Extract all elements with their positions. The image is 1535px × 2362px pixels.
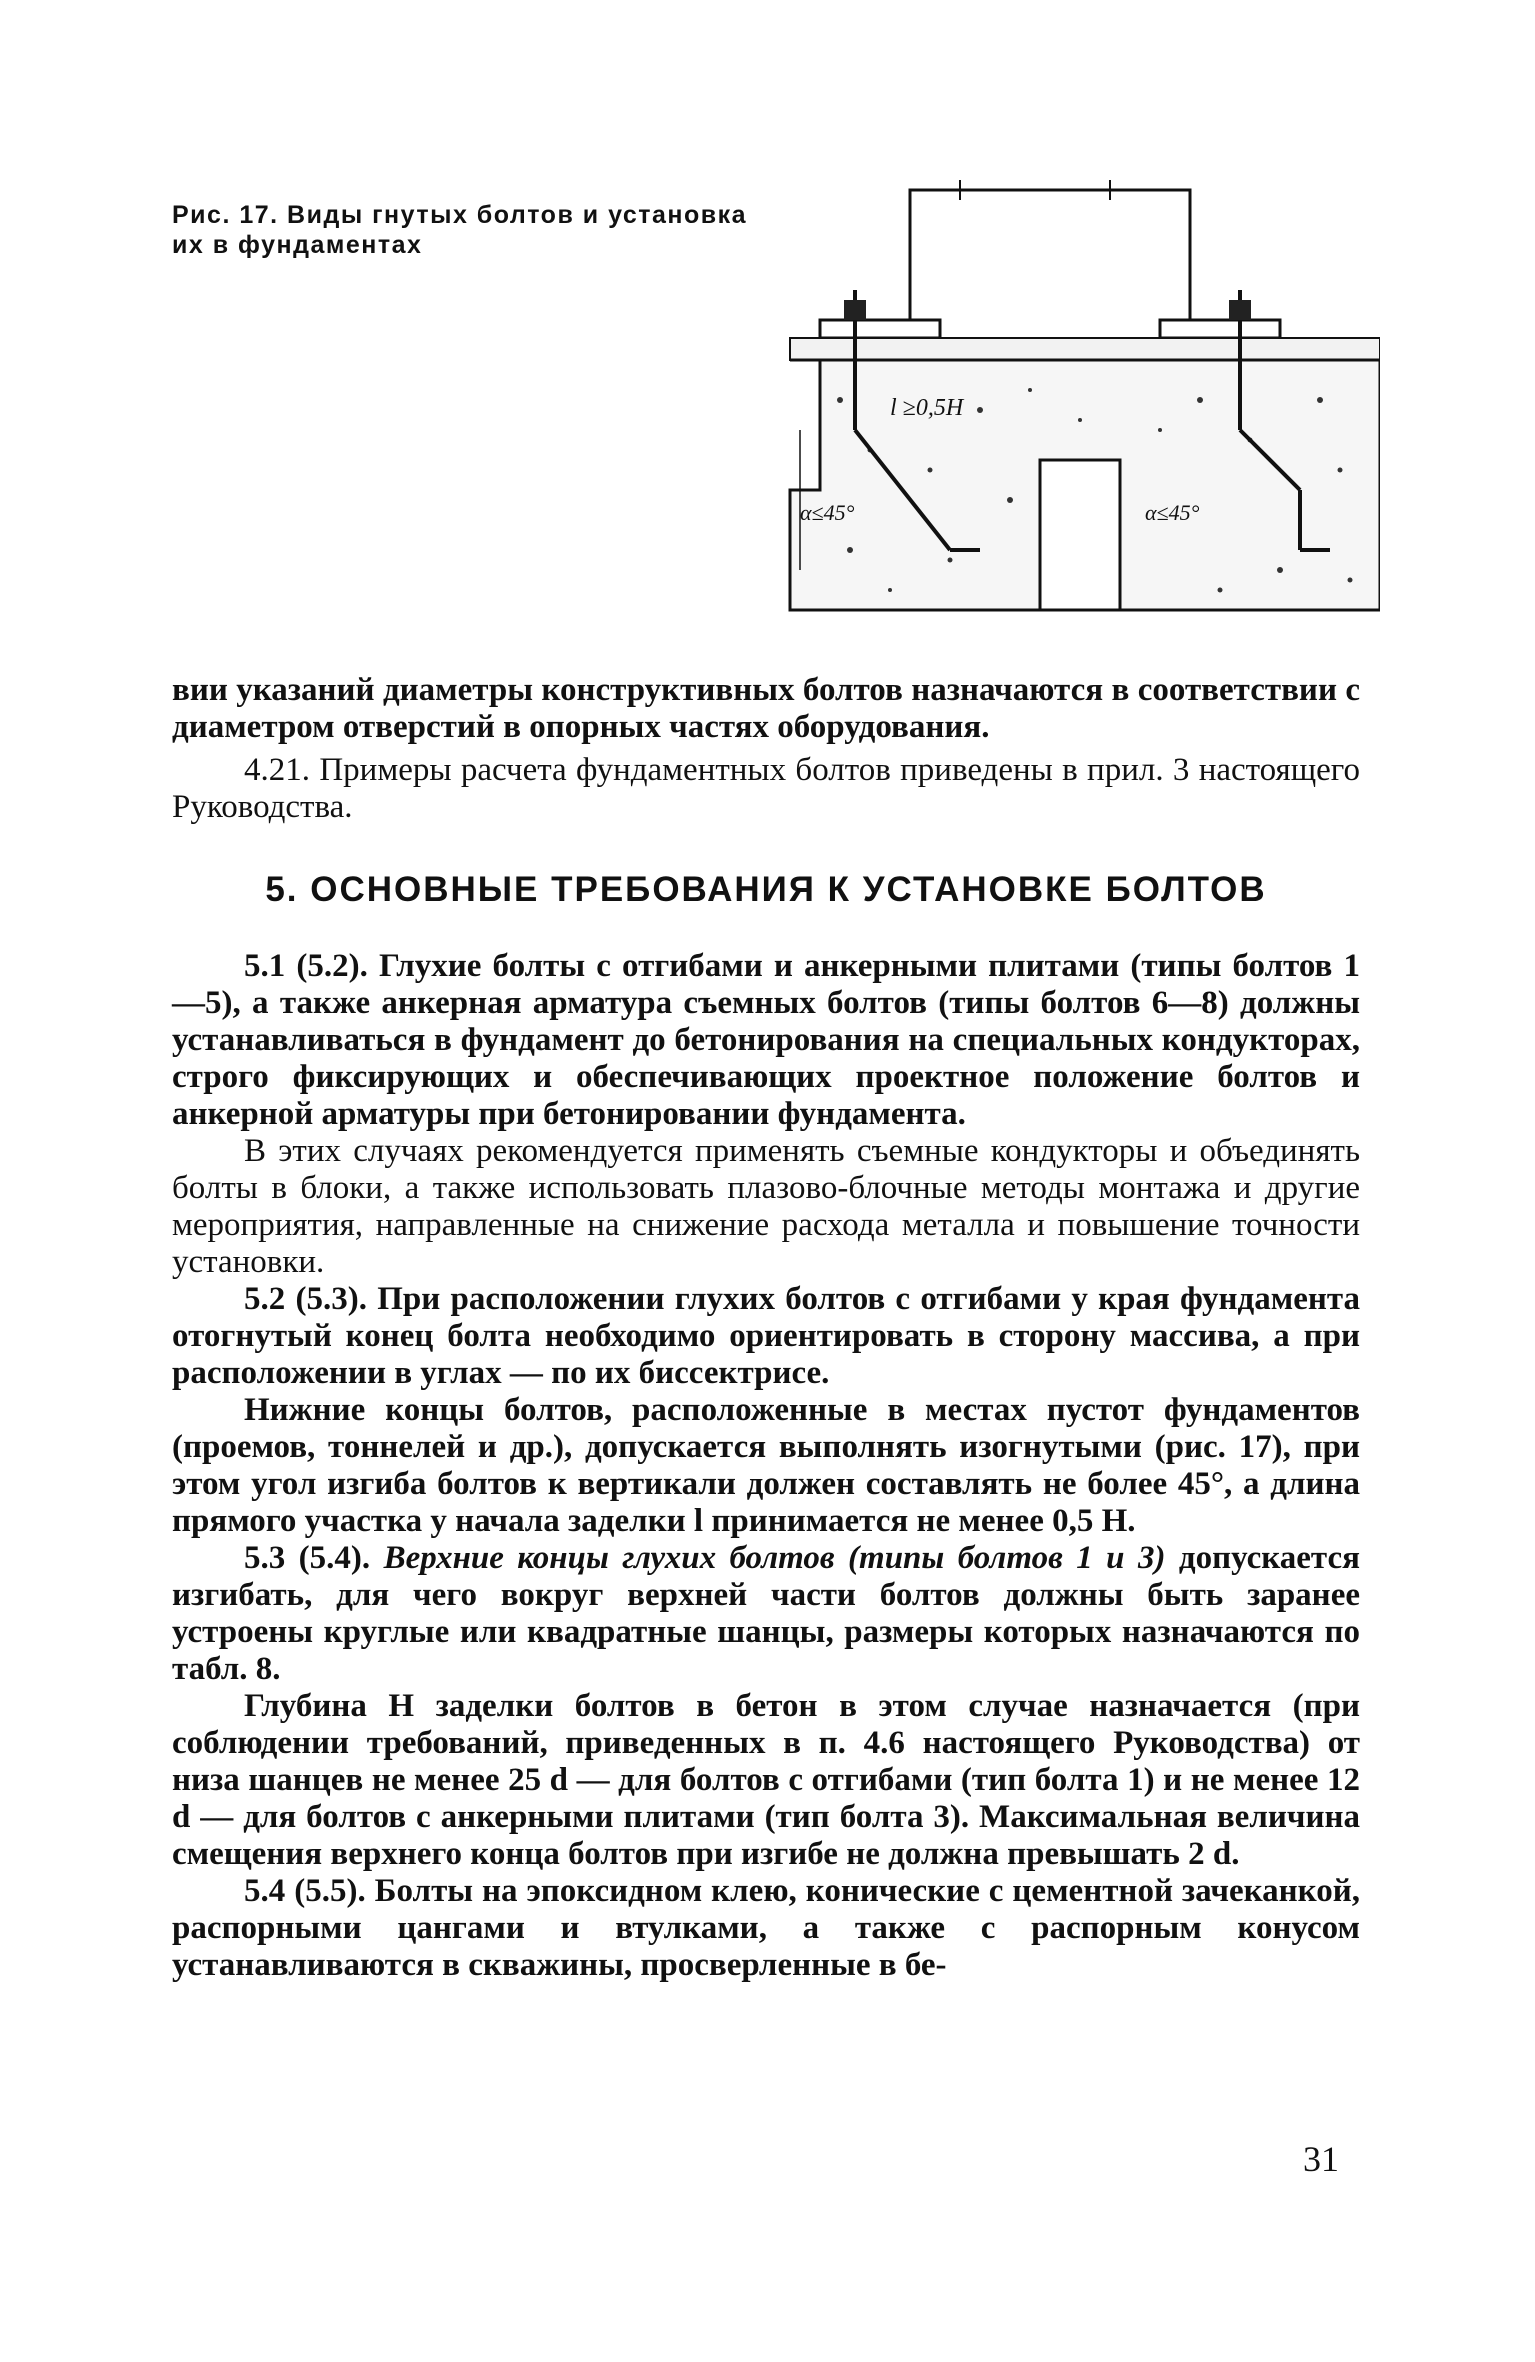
figure-bolt-diagram [780,170,1380,640]
paragraph-5-3-cont: Глубина H заделки болтов в бетон в этом случае назначается (при соблюдении требований, приведенных в п. 4.6 настоящего Руководства) от низа шанцев не менее 25 d — для болтов с отгибами (тип болта 1) и не менее 12 d — для болтов с анкерными плитами (тип болта 3). Максимальная величина смещения верхнего конца болтов при изгибе не должна превышать 2 d. [172,1688,1360,1872]
paragraph-5-3 [172,1540,1360,1688]
label-angle-right: α≤45° [1145,500,1200,525]
clause-number: 5.3 (5.4). [244,1540,371,1576]
grout-layer [790,338,1380,360]
clause-number: 5.1 (5.2). [244,948,368,984]
section-heading: 5. ОСНОВНЫЕ ТРЕБОВАНИЯ К УСТАНОВКЕ БОЛТОВ [265,870,1267,909]
clause-text: При расположении глухих болтов с отгибами у края фундамента отогнутый конец болта необходимо ориентировать в сторону массива, а при расположении в углах — по их биссектрисе. [172,1281,1360,1391]
figure-caption: Рис. 17. Виды гнутых болтов и установка их в фундаментах [172,201,748,259]
label-length: l ≥0,5H [890,395,964,421]
equipment-frame [910,190,1190,330]
page-number: 31 [1303,2139,1339,2179]
clause-text: Глухие болты с отгибами и анкерными плитами (типы болтов 1—5), а также анкерная арматура съемных болтов (типы болтов 6—8) должны устанавливаться в фундамент до бетонирования на специальных кондукторах, строго фиксирующих и обеспечивающих проектное положение болтов и анкерной арматуры при бетонировании фундамента. [172,948,1360,1132]
body-text [172,672,1360,1984]
paragraph-5-2-cont: Нижние концы болтов, расположенные в местах пустот фундаментов (проемов, тоннелей и др.), допускается выполнять изогнутыми (рис. 17), при этом угол изгиба болтов к вертикали должен составлять не более 45°, а длина прямого участка у начала заделки l принимается не менее 0,5 H. [172,1392,1360,1539]
clause-number: 5.4 (5.5). [244,1873,366,1909]
clause-number: 5.2 (5.3). [244,1281,367,1317]
foundation-opening [1040,460,1120,610]
paragraph-5-1-cont: В этих случаях рекомендуется применять съемные кондукторы и объединять болты в блоки, а также использовать плазово-блочные методы монтажа и другие мероприятия, направленные на снижение расхода металла и повышение точности установки. [172,1133,1360,1280]
paragraph-5-4 [172,1873,1360,1984]
paragraph-5-1 [172,948,1360,1133]
clause-text: Болты на эпоксидном клею, конические с цементной зачеканкой, распорными цангами и втулками, а также с распорным конусом устанавливаются в скважины, просверленные в бе- [172,1873,1360,1983]
base-plate-left [820,320,940,338]
paragraph-4-21: 4.21. Примеры расчета фундаментных болтов приведены в прил. 3 настоящего Руководства. [172,752,1360,825]
paragraph-continued: вии указаний диаметры конструктивных болтов назначаются в соответствии с диаметром отверстий в опорных частях оборудования. [172,672,1360,745]
paragraph-5-2 [172,1281,1360,1392]
clause-text: допускается изгибать, для чего вокруг верхней части болтов должны быть заранее устроены круглые или квадратные шанцы, размеры которых назначаются по табл. 8. [172,1540,1360,1687]
label-angle-left: α≤45° [800,500,855,525]
clause-italic-text: Верхние концы глухих болтов (типы болтов 1 и 3) [370,1540,1166,1576]
base-plate-right [1160,320,1280,338]
